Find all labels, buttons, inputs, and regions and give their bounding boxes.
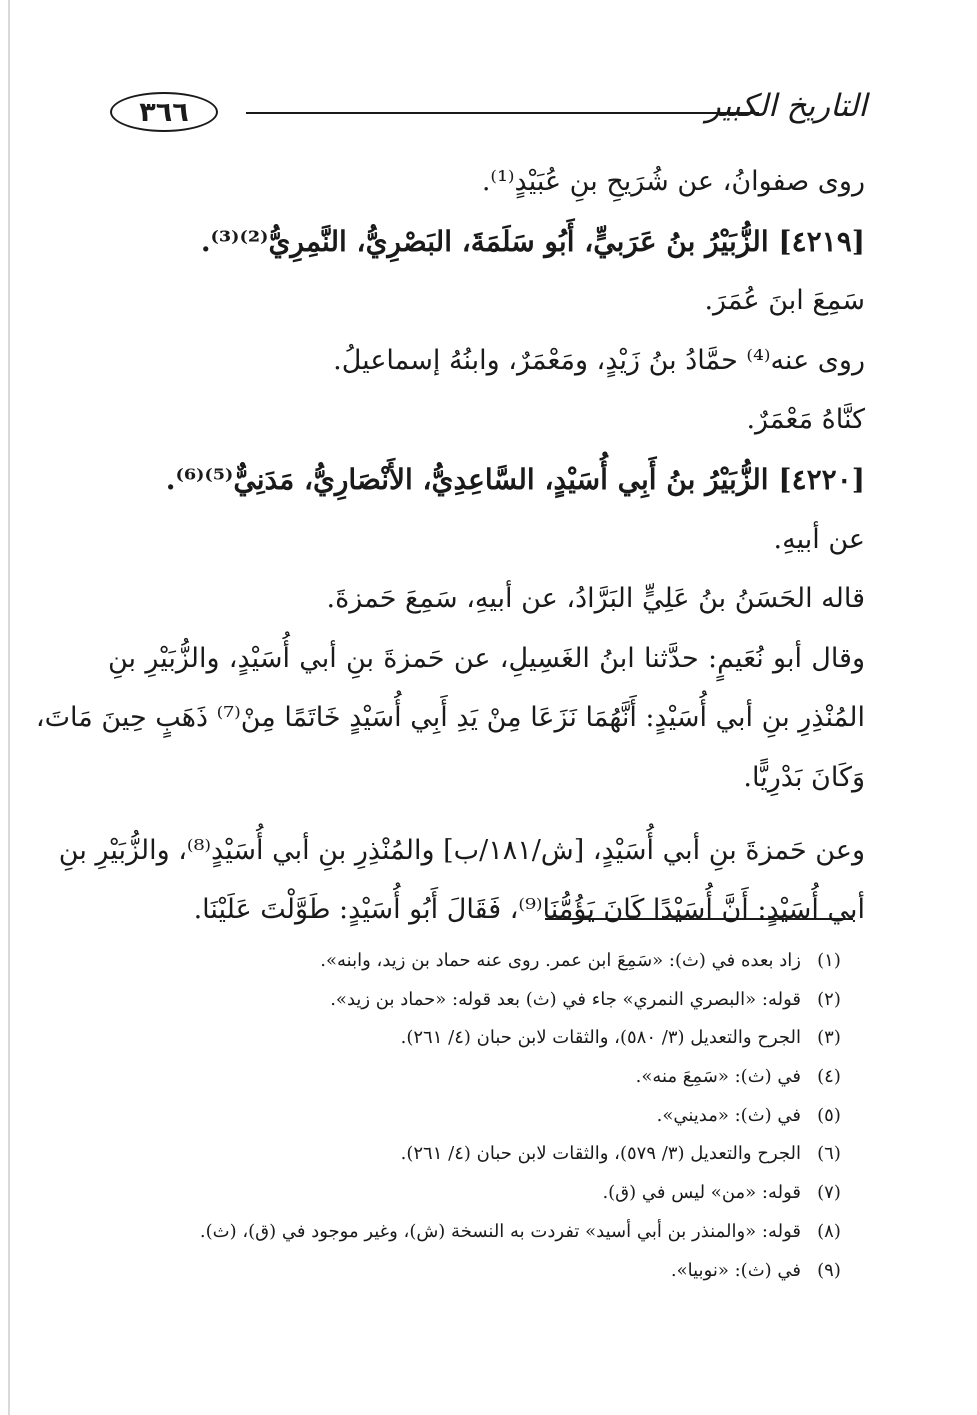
- footnote-text: في (ث): «نوبيا».: [670, 1259, 801, 1281]
- footnote-number: (٨): [817, 1220, 841, 1242]
- header-rule: [246, 112, 759, 114]
- footnote-text: في (ث): «مديني».: [656, 1104, 801, 1126]
- footnote: [108, 981, 857, 1020]
- running-title: التاريخ الكبير: [705, 88, 867, 124]
- text-line: أبي أُسَيْدٍ: أَنَّ أُسَيْدًا كَانَ يَؤُمُّنَا⁽⁹⁾، فَقَالَ أَبُو أُسَيْدٍ: طَوَّلْتَ عَلَيْنَا.: [193, 894, 865, 926]
- text-line: سَمِعَ ابنَ عُمَرَ.: [704, 285, 865, 317]
- page-edge-line: [8, 0, 10, 1415]
- page-header: [110, 90, 867, 136]
- text-line: وقال أبو نُعَيمٍ: حدَّثنا ابنُ الغَسِيلِ، عن حَمزةَ بنِ أبي أُسَيْدٍ، والزُّبَيْرِ بنِ: [108, 642, 865, 674]
- footnote-number: (٦): [817, 1143, 841, 1165]
- footnote: [108, 1019, 857, 1058]
- footnote: [108, 1213, 857, 1252]
- text-line: روى صفوانُ، عن شُرَيحِ بنِ عُبَيْدٍ⁽¹⁾.: [481, 166, 865, 197]
- footnotes: [108, 942, 857, 1290]
- footnote: [108, 1252, 857, 1291]
- footnote-text: قوله: «والمنذر بن أبي أسيد» تفردت به النسخة (ش)، وغير موجود في (ق)، (ث).: [199, 1220, 801, 1242]
- footnote-text: قوله: «من» ليس في (ق).: [602, 1182, 801, 1204]
- footnote-number: (٥): [817, 1104, 841, 1126]
- text-line: عن أبيهِ.: [773, 523, 865, 555]
- text-line: المُنْذِرِ بنِ أبي أُسَيْدٍ: أَنَّهُمَا نَزَعَا مِنْ يَدِ أَبِي أُسَيْدٍ خَاتَمًا مِنْ⁽⁷⁾ ذَهَبٍ حِينَ مَاتَ،: [35, 702, 865, 734]
- footnote-text: زاد بعده في (ث): «سَمِعَ ابن عمر. روى عنه حماد بن زيد، وابنه».: [320, 950, 801, 971]
- footnote-text: الجرح والتعديل (٣/ ٥٨٠)، والثقات لابن حبان (٤/ ٢٦١).: [400, 1027, 801, 1049]
- text-line: قاله الحَسَنُ بنُ عَلِيٍّ البَرَّادُ، عن أبيهِ، سَمِعَ حَمزةَ.: [326, 583, 865, 615]
- paragraph-gap: [108, 808, 865, 821]
- page-number: ٣٦٦: [110, 92, 218, 132]
- footnote-number: (١): [817, 950, 841, 971]
- footnote-number: (٢): [817, 988, 841, 1010]
- footnote-number: (٧): [817, 1182, 841, 1204]
- footnote: [108, 942, 857, 981]
- footnote: [108, 1135, 857, 1174]
- footnote-text: قوله: «البصري النمري» جاء في (ث) بعد قوله: «حماد بن زيد».: [330, 988, 801, 1010]
- footnote-number: (٩): [817, 1259, 841, 1281]
- footnote: [108, 1097, 857, 1136]
- footnote-number: (٣): [817, 1027, 841, 1049]
- footnote-text: في (ث): «سَمِعَ منه».: [635, 1066, 801, 1088]
- main-text: [35, 152, 865, 940]
- footnote-number: (٤): [817, 1066, 841, 1088]
- text-line: روى عنه⁽⁴⁾ حمَّادُ بنُ زَيْدٍ، ومَعْمَرٌ، وابنُهُ إسماعيلُ.: [333, 344, 865, 376]
- text-line: كنَّاهُ مَعْمَرٌ.: [746, 404, 865, 436]
- footnote: [108, 1058, 857, 1097]
- entry-heading: [٤٢١٩] الزُّبَيْرُ بنُ عَرَبيٍّ، أَبُو سَلَمَةَ، البَصْرِيُّ، النَّمِرِيُّ⁽²⁾⁽³⁾.: [200, 224, 865, 258]
- footnote-separator: [545, 918, 853, 920]
- entry-heading: [٤٢٢٠] الزُّبَيْرُ بنُ أَبِي أُسَيْدٍ، السَّاعِدِيُّ، الأَنْصَارِيُّ، مَدَنِيٌّ⁽⁵⁾⁽⁶⁾.: [165, 462, 865, 496]
- text-line: وعن حَمزةَ بنِ أبي أُسَيْدٍ، [ش/١٨١/ب] والمُنْذِرِ بنِ أبي أُسَيْدٍ⁽⁸⁾، والزُّبَيْرِ بنِ: [58, 834, 865, 866]
- footnote: [108, 1174, 857, 1213]
- footnote-text: الجرح والتعديل (٣/ ٥٧٩)، والثقات لابن حبان (٤/ ٢٦١).: [400, 1143, 801, 1165]
- text-line: وَكَانَ بَدْرِيًّا.: [743, 761, 865, 793]
